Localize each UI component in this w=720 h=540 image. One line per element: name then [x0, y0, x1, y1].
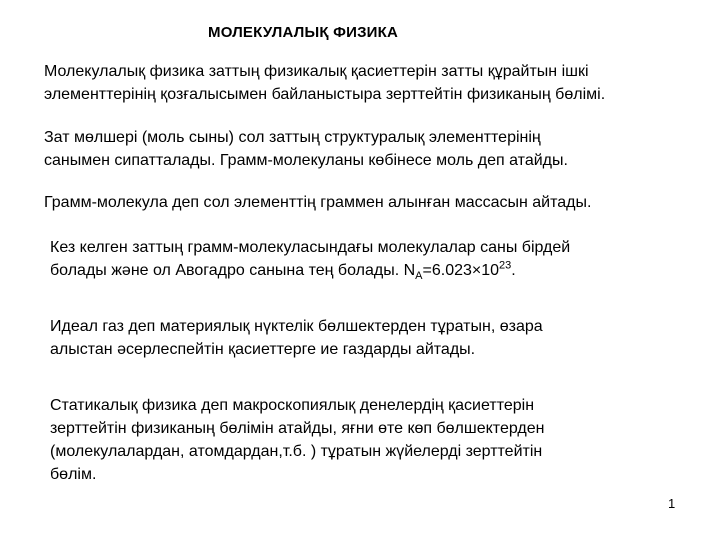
paragraph-line-avogadro-formula — [50, 259, 670, 282]
avogadro-period: . — [511, 262, 516, 279]
paragraph-statistical-physics — [50, 394, 650, 486]
avogadro-equation: =6.023×10 — [422, 262, 500, 279]
paragraph-line: Молекулалық физика заттың физикалық қасиеттерін затты құрайтын ішкі — [44, 63, 589, 80]
page-number: 1 — [668, 496, 676, 511]
paragraph-line: зерттейтін физиканың бөлімін атайды, яғни өте көп бөлшектерден — [50, 420, 545, 437]
paragraph-avogadro — [50, 236, 670, 282]
paragraph-line: алыстан әсерлеспейтін қасиеттерге ие газдарды айтады. — [50, 341, 476, 358]
paragraph-line: санымен сипатталады. Грамм-молекуланы көбінесе моль деп атайды. — [44, 152, 568, 169]
paragraph-line: Статикалық физика деп макроскопиялық денелердің қасиеттерін — [50, 397, 535, 414]
paragraph-line: Зат мөлшері (моль сыны) сол заттың структуралық элементтерінің — [44, 129, 541, 146]
paragraph-gram-molecule — [44, 191, 694, 214]
paragraph-line: (молекулалардан, атомдардан,т.б. ) тұратын жүйелерді зерттейтін — [50, 443, 543, 460]
paragraph-definition — [44, 60, 694, 106]
paragraph-ideal-gas — [50, 315, 670, 361]
paragraph-line: бөлім. — [50, 466, 97, 483]
paragraph-line: Идеал газ деп материялық нүктелік бөлшектерден тұратын, өзара — [50, 318, 543, 335]
avogadro-text: болады және ол Авогадро санына тең болады. N — [50, 262, 416, 279]
paragraph-line: Кез келген заттың грамм-молекуласындағы молекулалар саны бірдей — [50, 239, 571, 256]
paragraph-amount-of-substance — [44, 126, 694, 172]
slide-title: МОЛЕКУЛАЛЫҚ ФИЗИКА — [208, 24, 399, 41]
avogadro-superscript: 23 — [499, 259, 512, 272]
paragraph-line: элементтерінің қозғалысымен байланыстыра зерттейтін физиканың бөлімі. — [44, 86, 606, 103]
avogadro-subscript: A — [415, 270, 423, 283]
paragraph-line: Грамм-молекула деп сол элементтің граммен алынған массасын айтады. — [44, 194, 592, 211]
